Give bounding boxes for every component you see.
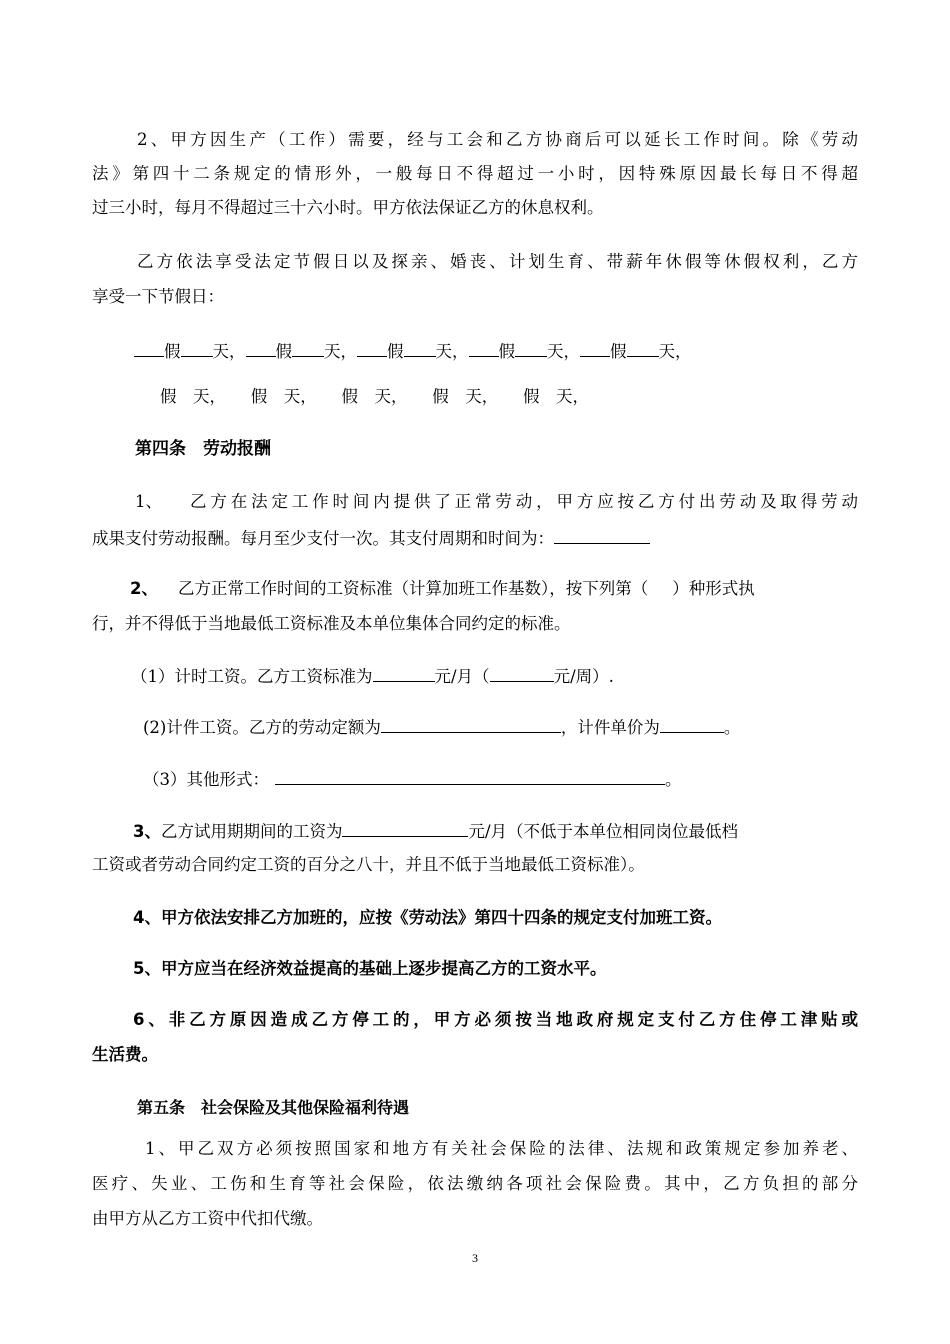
wage-increase-paragraph: 5、甲方应当在经济效益提高的基础上逐步提高乙方的工资水平。 bbox=[133, 959, 607, 978]
holiday-tian-label: 天 bbox=[547, 342, 564, 361]
piece-wage-item bbox=[143, 714, 740, 740]
wage-standard-text-end: ）种形式执 bbox=[672, 579, 755, 598]
other-form-blank[interactable] bbox=[275, 766, 665, 785]
time-wage-item bbox=[131, 663, 614, 689]
probation-wage-line-1 bbox=[133, 818, 738, 844]
weekly-wage-blank[interactable] bbox=[490, 663, 554, 682]
holiday-days-blank[interactable] bbox=[627, 338, 659, 357]
holiday-days-blank[interactable] bbox=[404, 338, 436, 357]
overtime-paragraph-line-1: 2、甲方因生产（工作）需要，经与工会和乙方协商后可以延长工作时间。除《劳动 bbox=[137, 130, 858, 149]
holiday-tian-label: 天 bbox=[324, 342, 341, 361]
monthly-wage-blank[interactable] bbox=[373, 663, 435, 682]
clause-4-p2-line-1 bbox=[178, 577, 755, 601]
clause-4-p3-number: 3、 bbox=[133, 822, 161, 841]
holiday-plain-row: 假 天， 假 天， 假 天， 假 天， 假 天， bbox=[160, 387, 589, 406]
holiday-jia-label: 假 bbox=[164, 342, 181, 361]
holiday-blank-row bbox=[134, 338, 692, 364]
holiday-tian-label: 天 bbox=[212, 342, 229, 361]
payment-cycle-label: 成果支付劳动报酬。每月至少支付一次。其支付周期和时间为： bbox=[92, 529, 554, 548]
holiday-tian-label: 天 bbox=[658, 342, 675, 361]
holiday-jia-label: 假 bbox=[610, 342, 627, 361]
leave-paragraph-line-1: 乙方依法享受法定节假日以及探亲、婚丧、计划生育、带薪年休假等休假权利，乙方 bbox=[137, 252, 858, 271]
holiday-name-blank[interactable] bbox=[134, 338, 164, 357]
leave-paragraph-line-2: 享受一下节假日： bbox=[92, 287, 224, 306]
unit-price-blank[interactable] bbox=[660, 714, 724, 733]
holiday-separator: ， bbox=[229, 342, 246, 361]
payment-cycle-blank[interactable] bbox=[554, 525, 650, 544]
monthly-unit-label: 元/月（ bbox=[434, 667, 490, 686]
holiday-name-blank[interactable] bbox=[580, 338, 610, 357]
social-insurance-line-3: 由甲方从乙方工资中代扣代缴。 bbox=[92, 1209, 323, 1228]
probation-wage-blank[interactable] bbox=[342, 818, 468, 837]
holiday-name-blank[interactable] bbox=[357, 338, 387, 357]
time-wage-label: （1）计时工资。乙方工资标准为 bbox=[131, 667, 373, 686]
clause-4-p1-line-1: 乙方在法定工作时间内提供了正常劳动，甲方应按乙方付出劳动及取得劳动 bbox=[190, 492, 858, 511]
overtime-paragraph-line-2: 法》第四十二条规定的情形外，一般每日不得超过一小时，因特殊原因最长每日不得超 bbox=[92, 164, 858, 183]
holiday-jia-label: 假 bbox=[387, 342, 404, 361]
unit-price-label: ，计件单价为 bbox=[560, 718, 660, 737]
overtime-pay-paragraph: 4、甲方依法安排乙方加班的，应按《劳动法》第四十四条的规定支付加班工资。 bbox=[133, 908, 722, 927]
holiday-days-blank[interactable] bbox=[181, 338, 213, 357]
piece-wage-label: (2)计件工资。乙方的劳动定额为 bbox=[143, 718, 381, 737]
holiday-tian-label: 天 bbox=[435, 342, 452, 361]
labor-quota-blank[interactable] bbox=[381, 714, 561, 733]
social-insurance-line-2: 医疗、失业、工伤和生育等社会保险，依法缴纳各项社会保险费。其中，乙方负担的部分 bbox=[92, 1174, 858, 1193]
stoppage-allowance-line-1: 6、非乙方原因造成乙方停工的，甲方必须按当地政府规定支付乙方住停工津贴或 bbox=[133, 1010, 858, 1029]
holiday-jia-label: 假 bbox=[275, 342, 292, 361]
social-insurance-line-1: 1、甲乙双方必须按照国家和地方有关社会保险的法律、法规和政策规定参加养老、 bbox=[145, 1139, 858, 1158]
stoppage-allowance-line-2: 生活费。 bbox=[92, 1045, 158, 1064]
probation-wage-line-2: 工资或者劳动合同约定工资的百分之八十，并且不低于当地最低工资标准）。 bbox=[92, 855, 645, 874]
probation-wage-label: 乙方试用期期间的工资为 bbox=[160, 822, 343, 841]
holiday-days-blank[interactable] bbox=[292, 338, 324, 357]
clause-4-p1-number: 1、 bbox=[135, 492, 162, 511]
holiday-name-blank[interactable] bbox=[469, 338, 499, 357]
clause-4-p2-line-2: 行，并不得低于当地最低工资标准及本单位集体合同约定的标准。 bbox=[92, 614, 571, 633]
other-form-item bbox=[143, 766, 682, 792]
clause-4-p1-line-2 bbox=[92, 525, 650, 551]
clause-5-heading: 第五条 社会保险及其他保险福利待遇 bbox=[137, 1098, 410, 1117]
clause-4-heading: 第四条 劳动报酬 bbox=[135, 439, 271, 459]
holiday-name-blank[interactable] bbox=[246, 338, 276, 357]
holiday-separator: ， bbox=[452, 342, 469, 361]
holiday-separator: ， bbox=[675, 342, 692, 361]
page-number: 3 bbox=[472, 1251, 478, 1265]
holiday-separator: ， bbox=[563, 342, 580, 361]
holiday-days-blank[interactable] bbox=[515, 338, 547, 357]
holiday-jia-label: 假 bbox=[498, 342, 515, 361]
wage-standard-text: 乙方正常工作时间的工资标准（计算加班工作基数），按下列第（ bbox=[178, 579, 649, 598]
weekly-unit-label: 元/周）. bbox=[553, 667, 614, 686]
overtime-paragraph-line-3: 过三小时，每月不得超过三十六小时。甲方依法保证乙方的休息权利。 bbox=[92, 198, 604, 217]
clause-4-p2-number: 2、 bbox=[130, 579, 158, 598]
holiday-separator: ， bbox=[340, 342, 357, 361]
period-mark: 。 bbox=[723, 718, 741, 737]
period-mark: 。 bbox=[665, 770, 682, 789]
other-form-label: （3）其他形式： bbox=[143, 770, 269, 789]
probation-wage-unit: 元/月（不低于本单位相同岗位最低档 bbox=[468, 822, 739, 841]
